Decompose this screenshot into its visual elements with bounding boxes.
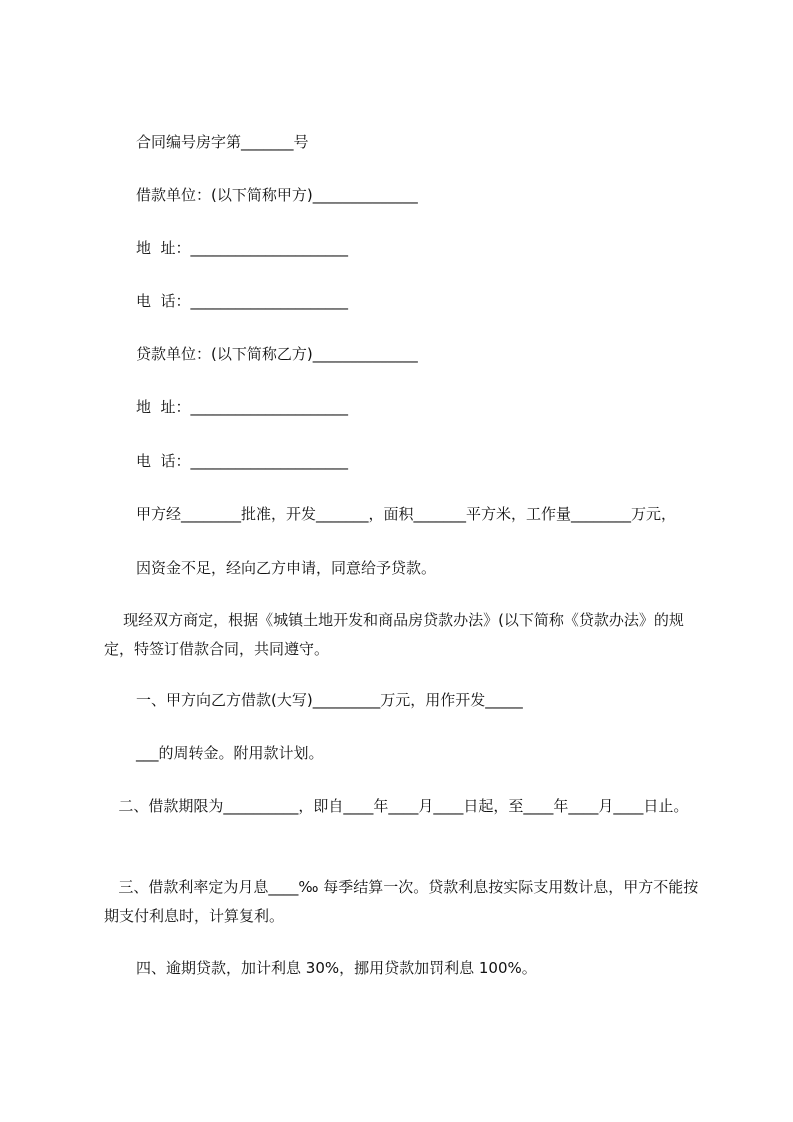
application-line: 因资金不足，经向乙方申请，同意给予贷款。 (136, 559, 437, 577)
project-line: 甲方经________批准，开发_______，面积_______平方米，工作量________万元， (136, 505, 677, 523)
clause-1-line-2: ___的周转金。附用款计划。 (136, 744, 324, 762)
borrower-address-line: 地 址：_____________________ (136, 239, 349, 257)
lender-line: 贷款单位：(以下简称乙方)______________ (136, 345, 418, 363)
lender-address-line: 地 址：_____________________ (136, 398, 349, 416)
basis-paragraph: 现经双方商定，根据《城镇土地开发和商品房贷款办法》(以下简称《贷款办法》的规定，特签订借款合同，共同遵守。 (104, 611, 684, 658)
clause-2-paragraph: 二、借款期限为__________，即自____年____月____日起，至____年____月____日止。 (104, 797, 689, 815)
borrower-phone-line: 电 话：_____________________ (136, 292, 349, 310)
lender-phone-line: 电 话：_____________________ (136, 452, 349, 470)
borrower-line: 借款单位：(以下简称甲方)______________ (136, 186, 418, 204)
clause-3-paragraph: 三、借款利率定为月息____‰ 每季结算一次。贷款利息按实际支用数计息，甲方不能按期支付利息时，计算复利。 (104, 878, 699, 925)
clause-4-line: 四、逾期贷款，加计利息 30%，挪用贷款加罚利息 100%。 (136, 959, 537, 977)
contract-number-line: 合同编号房字第_______号 (136, 133, 309, 151)
clause-1-line-1: 一、甲方向乙方借款(大写)_________万元，用作开发_____ (136, 691, 523, 709)
